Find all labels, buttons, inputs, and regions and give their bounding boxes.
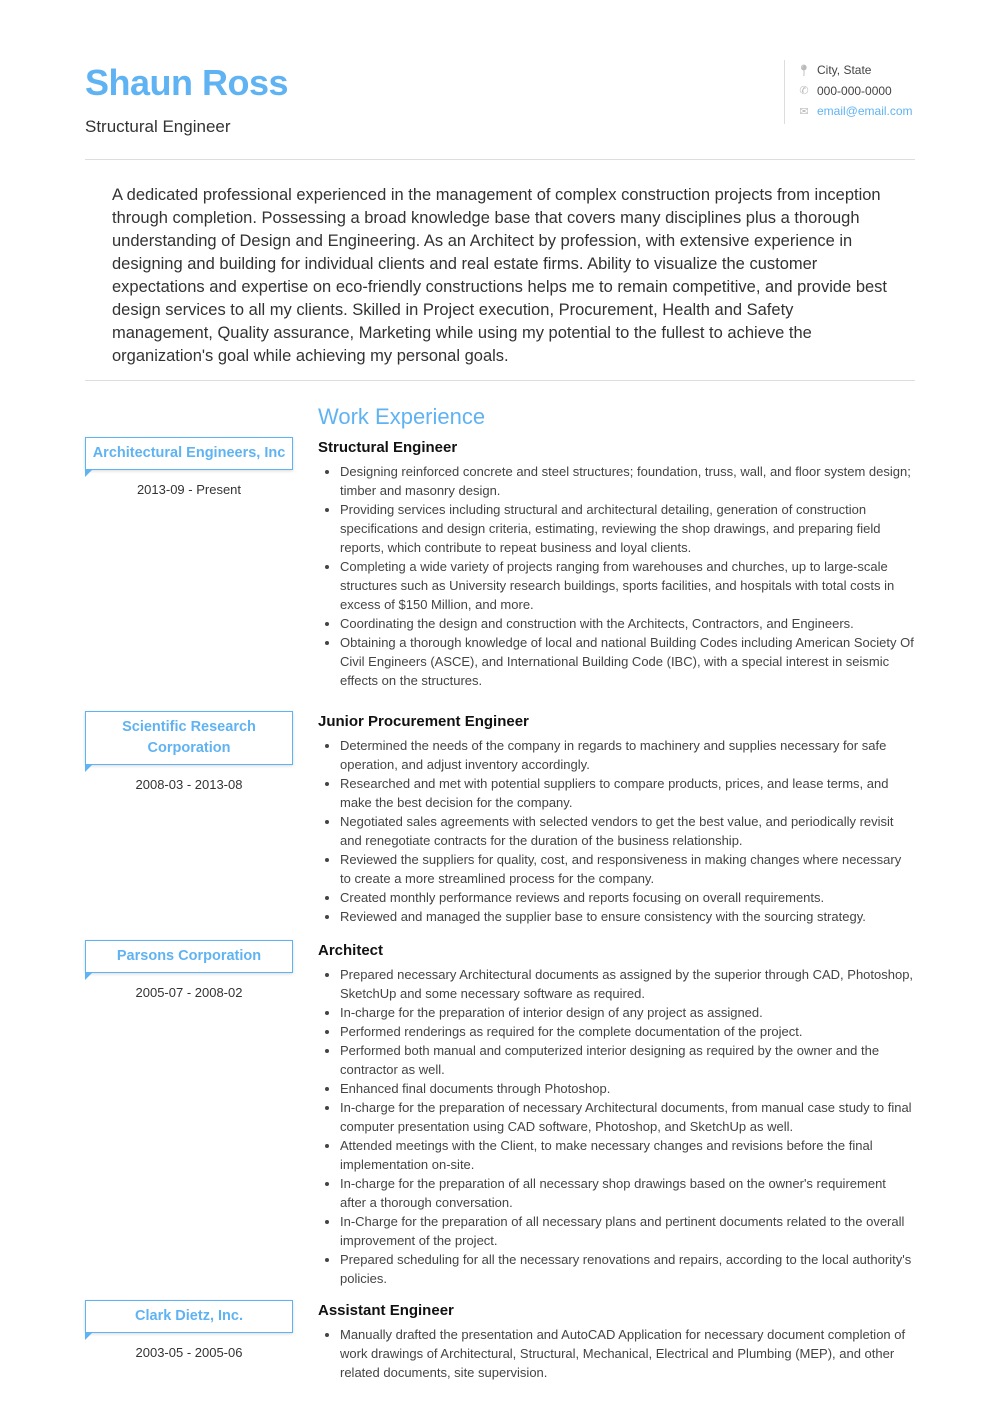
job-bullet: • Coordinating the design and construction with the Architects, Contractors, and Engineers. xyxy=(340,614,915,633)
job-dates: 2005-07 - 2008-02 xyxy=(135,985,243,1000)
job-entry xyxy=(85,711,915,926)
job-meta xyxy=(85,940,293,1288)
location: City, State xyxy=(817,63,872,78)
job-bullet: • Performed renderings as required for the complete documentation of the project. xyxy=(340,1022,915,1041)
job-bullet: • Negotiated sales agreements with selected vendors to get the best value, and periodically revisit and renegotiate contracts for the duration of the business relationship. xyxy=(340,812,915,850)
job-bullet: • Reviewed the suppliers for quality, cost, and responsiveness in making changes where necessary to create a more streamlined process for the company. xyxy=(340,850,915,888)
job-bullet: • Researched and met with potential suppliers to compare products, prices, and lease terms, and make the best decision for the company. xyxy=(340,774,915,812)
job-bullet: • Performed both manual and computerized interior designing as required by the owner and the contractor as well. xyxy=(340,1041,915,1079)
job-bullet: • Prepared scheduling for all the necessary renovations and repairs, according to the local authority's policies. xyxy=(340,1250,915,1288)
job-bullet: • In-charge for the preparation of interior design of any project as assigned. xyxy=(340,1003,915,1022)
job-details xyxy=(318,437,915,690)
job-bullet: • Enhanced final documents through Photoshop. xyxy=(340,1079,915,1098)
job-bullet: • In-charge for the preparation of necessary Architectural documents, from manual case study to final computer presentation using CAD software, Photoshop, and SketchUp as well. xyxy=(340,1098,915,1136)
company-name: Architectural Engineers, Inc xyxy=(85,437,293,470)
section-title: Work Experience xyxy=(318,404,486,429)
location-pin-icon: 📍︎ xyxy=(797,64,811,77)
job-bullet: • Designing reinforced concrete and steel structures; foundation, truss, wall, and floor system design; timber and masonry design. xyxy=(340,462,915,500)
job-title: Junior Procurement Engineer xyxy=(318,713,529,730)
job-bullets xyxy=(318,965,915,1288)
envelope-icon: ✉ xyxy=(799,105,809,118)
work-experience-list xyxy=(85,437,915,1382)
candidate-name: Shaun Ross xyxy=(85,62,289,103)
job-dates: 2008-03 - 2013-08 xyxy=(135,777,243,792)
job-details xyxy=(318,1300,915,1382)
job-bullet: • In-Charge for the preparation of all necessary plans and pertinent documents related to the overall improvement of the project. xyxy=(340,1212,915,1250)
email-link[interactable]: email@email.com xyxy=(817,104,913,119)
job-bullets xyxy=(318,736,915,926)
job-bullet: • Completing a wide variety of projects ranging from warehouses and churches, up to large-scale structures such as University research buildings, sports facilities, and hospitals with total costs in excess of $150 Million, and more. xyxy=(340,557,915,614)
contact-info xyxy=(784,60,913,124)
job-meta xyxy=(85,711,293,926)
job-title: Structural Engineer xyxy=(318,439,458,456)
company-name: Scientific Research Corporation xyxy=(85,711,293,765)
job-bullet: • Determined the needs of the company in regards to machinery and supplies necessary for safe operation, and adjust inventory accordingly. xyxy=(340,736,915,774)
company-name: Parsons Corporation xyxy=(85,940,293,973)
job-details xyxy=(318,711,915,926)
phone: 000-000-0000 xyxy=(817,83,892,98)
job-bullet: • Providing services including structural and architectural detailing, generation of construction specifications and design criteria, estimating, reviewing the shop drawings, and preparing field reports, which contribute to repeat business and loyal clients. xyxy=(340,500,915,557)
job-title: Assistant Engineer xyxy=(318,1302,454,1319)
job-bullet: • Reviewed and managed the supplier base to ensure consistency with the sourcing strategy. xyxy=(340,907,915,926)
divider xyxy=(85,159,915,160)
job-dates: 2013-09 - Present xyxy=(136,482,242,497)
job-entry xyxy=(85,940,915,1288)
job-bullet: • Manually drafted the presentation and AutoCAD Application for necessary document completion of work drawings of Architectural, Structural, Mechanical, Electrical and Plumbing (MEP), and other related documents, site supervision. xyxy=(340,1325,915,1382)
job-entry xyxy=(85,437,915,690)
company-name: Clark Dietz, Inc. xyxy=(85,1300,293,1333)
job-meta xyxy=(85,437,293,690)
phone-icon: ✆ xyxy=(799,85,809,98)
job-meta xyxy=(85,1300,293,1382)
job-entry xyxy=(85,1300,915,1382)
job-title: Architect xyxy=(318,942,384,959)
job-bullet: • In-charge for the preparation of all necessary shop drawings based on the owner's requirement after a thorough conversation. xyxy=(340,1174,915,1212)
job-details xyxy=(318,940,915,1288)
job-bullet: • Prepared necessary Architectural documents as assigned by the superior through CAD, Photoshop, SketchUp and some necessary software as required. xyxy=(340,965,915,1003)
candidate-role: Structural Engineer xyxy=(85,117,231,136)
job-bullet: • Created monthly performance reviews and reports focusing on overall requirements. xyxy=(340,888,915,907)
job-bullets xyxy=(318,462,915,690)
job-bullet: • Attended meetings with the Client, to make necessary changes and revisions before the final implementation on-site. xyxy=(340,1136,915,1174)
job-dates: 2003-05 - 2005-06 xyxy=(135,1345,243,1360)
job-bullets xyxy=(318,1325,915,1382)
job-bullet: • Obtaining a thorough knowledge of local and national Building Codes including American Society Of Civil Engineers (ASCE), and International Building Code (IBC), with a special interest in seismic effects on the structures. xyxy=(340,633,915,690)
summary: A dedicated professional experienced in the management of complex construction projects from inception through completion. Possessing a broad knowledge base that covers many disciplines plus a thorough understanding of Design and Engineering. As an Architect by profession, with extensive experience in designing and building for individual clients and real estate firms. Ability to visualize the customer expectations and expertise on eco-friendly constructions helps me to remain competitive, and provide best design services to all my clients. Skilled in Project execution, Procurement, Health and Safety management, Quality assurance, Marketing while using my potential to the fullest to achieve the organization's goal while achieving my personal goals. xyxy=(112,186,888,365)
divider xyxy=(85,380,915,381)
